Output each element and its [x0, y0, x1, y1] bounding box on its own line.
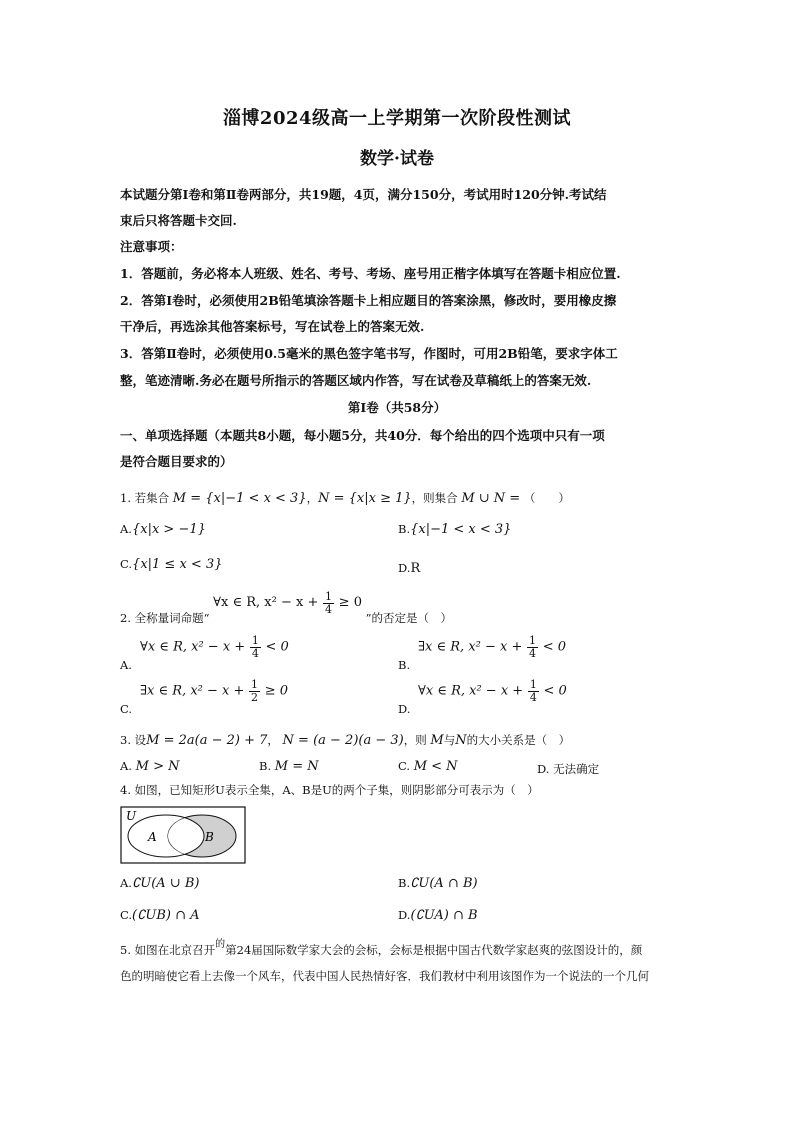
q2-option-b[interactable]: [398, 635, 566, 672]
question-2: [120, 589, 453, 625]
question-5-cont: 色的明暗使它看上去像一个风车，代表中国人民热情好客．我们教材中利用该图作为一个说法的一个几何: [120, 969, 649, 983]
venn-label-a: A: [148, 830, 157, 844]
venn-label-b: B: [205, 830, 214, 844]
q1-expr: M ∪ N =: [461, 491, 521, 506]
q3-option-a[interactable]: [120, 759, 179, 774]
q5-text: 第24届国际数学家大会的会标，会标是根据中国古代数学家赵爽的弦图设计的，颜: [225, 943, 643, 957]
fraction-num: 1: [251, 634, 259, 647]
option-text: D. 无法确定: [537, 762, 600, 776]
q1-set-n: N = {x|x ≥ 1}: [318, 491, 412, 506]
fraction-den: 2: [251, 691, 259, 704]
section-heading: 一、单项选择题（本题共8小题，每小题5分，共40分．每个给出的四个选项中只有一项: [120, 428, 605, 443]
option-label: A.: [120, 876, 132, 890]
option-label: D.: [398, 561, 411, 575]
option-label: B.: [259, 759, 272, 773]
question-5: [120, 940, 642, 962]
q2-prop-left: ∀x ∈ R, x² − x +: [213, 595, 319, 610]
notice-heading: 注意事项：: [120, 239, 183, 254]
q1-set-m: M = {x|−1 < x < 3}: [172, 491, 307, 506]
option-text: ≥ 0: [264, 683, 288, 699]
option-text: ∃x ∈ R, x² − x +: [418, 639, 523, 655]
q2-prefix: 2. 全称量词命题“: [120, 611, 210, 625]
section-heading: 是符合题目要求的）: [120, 454, 233, 469]
q3-mid: ，则: [403, 733, 427, 747]
q3-option-b[interactable]: [259, 759, 319, 774]
option-label: C.: [120, 557, 133, 571]
option-text: M < N: [413, 759, 458, 774]
fraction-num: 1: [251, 678, 259, 691]
option-label: D.: [398, 702, 411, 716]
q4-option-b[interactable]: [398, 876, 478, 891]
option-label: B.: [398, 876, 411, 890]
q4-option-c[interactable]: [120, 908, 200, 923]
q1-prefix: 1. 若集合: [120, 491, 170, 505]
venn-label-u: U: [126, 809, 137, 823]
option-label: C.: [120, 702, 133, 716]
option-label: B.: [398, 522, 411, 536]
q3-m: M = 2a(a − 2) + 7: [146, 733, 268, 748]
option-text: {x|1 ≤ x < 3}: [132, 557, 223, 572]
intro-line: 束后只将答题卡交回.: [120, 213, 237, 228]
option-text: R: [410, 561, 421, 576]
option-label: B.: [398, 658, 411, 672]
option-label: C.: [120, 908, 133, 922]
notice-item: 干净后，再选涂其他答案标号，写在试卷上的答案无效.: [120, 319, 425, 334]
exam-subtitle: 数学·试卷: [360, 149, 434, 169]
q2-proposition: [213, 589, 365, 616]
option-text: ∁U(A ∪ B): [131, 876, 200, 891]
option-fraction: [249, 679, 260, 704]
fraction-den: 4: [529, 691, 537, 704]
q1-mid: ，则集合: [411, 491, 458, 505]
option-text: < 0: [542, 639, 566, 655]
option-label: C.: [398, 759, 411, 773]
q2-option-a[interactable]: [120, 635, 289, 672]
option-label: A.: [120, 522, 132, 536]
option-fraction: [528, 679, 539, 704]
fraction-den: 4: [529, 647, 537, 660]
part-title: 第Ⅰ卷（共58分）: [347, 400, 447, 415]
exam-title: 淄博2024级高一上学期第一次阶段性测试: [222, 108, 572, 129]
q2-suffix: ”的否定是（ ）: [365, 611, 453, 625]
q4-option-d[interactable]: [398, 908, 478, 923]
option-text: ∀x ∈ R, x² − x +: [418, 683, 524, 699]
q3-n: N = (a − 2)(a − 3): [282, 733, 404, 748]
q2-option-d[interactable]: [398, 679, 567, 716]
q1-option-c[interactable]: [120, 557, 223, 572]
question-3: [120, 730, 570, 751]
option-label: D.: [398, 908, 411, 922]
option-text: (∁UA) ∩ B: [410, 908, 478, 923]
fraction-num: 1: [529, 634, 537, 647]
option-text: ∃x ∈ R, x² − x +: [140, 683, 245, 699]
notice-item: 3．答第Ⅱ卷时，必须使用0.5毫米的黑色签字笔书写，作图时，可用2B铅笔，要求字体工: [120, 346, 618, 361]
q3-prefix: 3. 设: [120, 733, 147, 747]
q1-paren: （ ）: [523, 491, 570, 505]
option-label: A.: [120, 759, 132, 773]
option-text: {x|x > −1}: [131, 522, 206, 537]
q4-option-a[interactable]: [120, 876, 199, 891]
q3-option-c[interactable]: [398, 759, 458, 774]
fraction-den: 4: [325, 602, 333, 616]
question-1: [120, 488, 570, 509]
q1-option-a[interactable]: [120, 522, 206, 537]
notice-item: 整，笔迹清晰.务必在题号所指示的答题区域内作答，写在试卷及草稿纸上的答案无效.: [120, 373, 592, 388]
q3-suffix: 的大小关系是（ ）: [466, 733, 571, 747]
q2-prop-fraction: [323, 591, 334, 616]
fraction-den: 4: [251, 647, 259, 660]
q5-text: 5. 如图在北京召开: [120, 943, 216, 957]
option-text: (∁UB) ∩ A: [132, 908, 200, 923]
option-text: M = N: [274, 759, 319, 774]
q1-sep: ，: [306, 491, 319, 505]
option-label: A.: [120, 658, 132, 672]
q3-option-d[interactable]: [537, 761, 599, 777]
notice-item: 1．答题前，务必将本人班级、姓名、考号、考场、座号用正楷字体填写在答题卡相应位置.: [120, 266, 621, 281]
venn-diagram: [120, 806, 246, 864]
option-fraction: [250, 635, 261, 660]
notice-item: 2．答第Ⅰ卷时，必须使用2B铅笔填涂答题卡上相应题目的答案涂黑，修改时，要用橡皮擦: [120, 293, 617, 308]
option-text: ∁U(A ∩ B): [410, 876, 478, 891]
option-text: < 0: [265, 639, 289, 655]
q5-text: 的: [215, 939, 226, 950]
q3-n2: N: [455, 733, 467, 748]
fraction-num: 1: [529, 678, 537, 691]
option-fraction: [527, 635, 538, 660]
question-4: 4. 如图，已知矩形U表示全集，A、B是U的两个子集，则阴影部分可表示为（ ）: [120, 783, 539, 797]
option-text: ∀x ∈ R, x² − x +: [140, 639, 246, 655]
q2-prop-right: ≥ 0: [338, 595, 362, 610]
option-text: M > N: [135, 759, 180, 774]
q1-option-b[interactable]: [398, 522, 511, 537]
q2-option-c[interactable]: [120, 679, 288, 716]
option-text: < 0: [543, 683, 567, 699]
q3-sep: ，: [267, 733, 279, 747]
option-text: {x|−1 < x < 3}: [410, 522, 512, 537]
intro-line: 本试题分第Ⅰ卷和第Ⅱ卷两部分，共19题，4页，满分150分，考试用时120分钟.考试结: [120, 187, 607, 202]
q3-m2: M: [430, 733, 444, 748]
fraction-num: 1: [325, 589, 333, 603]
q1-option-d[interactable]: [398, 561, 420, 576]
q3-and: 与: [443, 733, 456, 747]
